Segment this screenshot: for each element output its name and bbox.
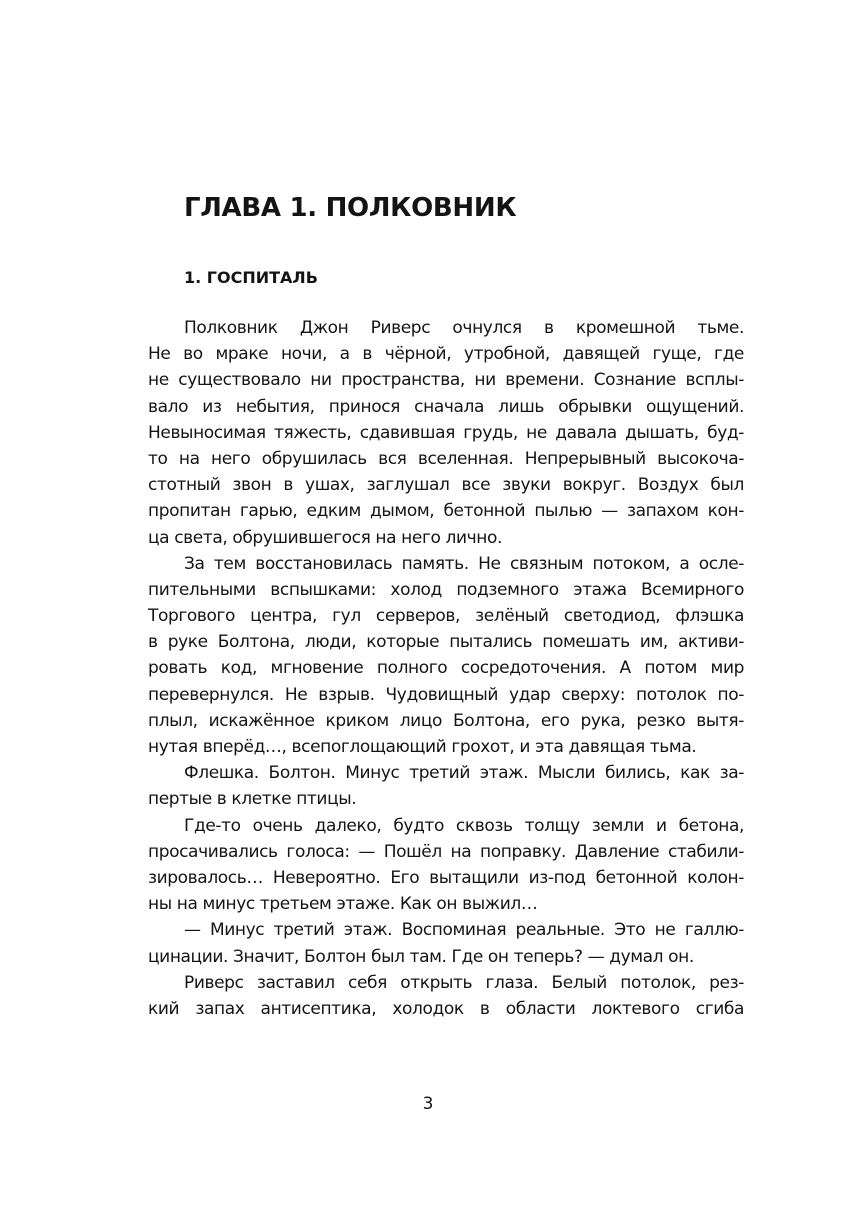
text-line: пропитан гарью, едким дымом, бетонной пылью — запахом кон- — [148, 501, 744, 522]
text-line: нутая вперёд…, всепоглощающий грохот, и эта давящая тьма. — [148, 737, 697, 757]
text-line: кий запах антисептика, холодок в области локтевого сгиба — [148, 998, 744, 1019]
text-line: цинации. Значит, Болтон был там. Где он теперь? — думал он. — [148, 946, 694, 967]
text-line: зировалось… Невероятно. Его вытащили из-под бетонной колон- — [148, 867, 744, 888]
text-line: Риверс заставил себя открыть глаза. Белый потолок, рез- — [184, 972, 744, 993]
section-title: 1. ГОСПИТАЛЬ — [184, 268, 318, 287]
text-line: стотный звон в ушах, заглушал все звуки вокруг. Воздух был — [148, 475, 744, 496]
text-line: Невыносимая тяжесть, сдавившая грудь, не давала дышать, буд- — [148, 422, 744, 443]
text-line: Флешка. Болтон. Минус третий этаж. Мысли бились, как за- — [184, 763, 744, 784]
text-line: Не во мраке ночи, а в чёрной, утробной, давящей гуще, где — [148, 344, 744, 365]
text-line: ровать код, мгновение полного сосредоточения. А потом мир — [148, 658, 744, 679]
text-line: — Минус третий этаж. Воспоминая реальные. Это не галлю- — [184, 920, 744, 941]
text-line: плыл, искажённое криком лицо Болтона, его рука, резко вытя- — [148, 710, 744, 731]
text-line: не существовало ни пространства, ни времени. Сознание всплы- — [148, 370, 744, 391]
text-line: вало из небытия, принося сначала лишь обрывки ощущений. — [148, 396, 744, 417]
text-line: перевернулся. Не взрыв. Чудовищный удар сверху: потолок по- — [148, 684, 744, 705]
body-text — [148, 315, 744, 1022]
page-number: 3 — [422, 1094, 434, 1114]
chapter-title: ГЛАВА 1. ПОЛКОВНИК — [184, 193, 517, 223]
text-line: в руке Болтона, люди, которые пытались помешать им, активи- — [148, 632, 744, 653]
text-line: то на него обрушилась вся вселенная. Непрерывный высокоча- — [148, 448, 744, 469]
text-line: ца света, обрушившегося на него лично. — [148, 527, 502, 548]
text-line: просачивались голоса: — Пошёл на поправку. Давление стабили- — [148, 841, 744, 862]
text-line: Полковник Джон Риверс очнулся в кромешной тьме. — [184, 318, 744, 338]
text-line: Где-то очень далеко, будто сквозь толщу земли и бетона, — [184, 815, 744, 836]
text-line: За тем восстановилась память. Не связным потоком, а осле- — [184, 553, 744, 574]
text-line: ны на минус третьем этаже. Как он выжил… — [148, 894, 538, 915]
text-line: пительными вспышками: холод подземного этажа Всемирного — [148, 579, 744, 600]
text-line: Торгового центра, гул серверов, зелёный светодиод, флэшка — [148, 606, 744, 627]
text-line: пертые в клетке птицы. — [148, 789, 357, 810]
